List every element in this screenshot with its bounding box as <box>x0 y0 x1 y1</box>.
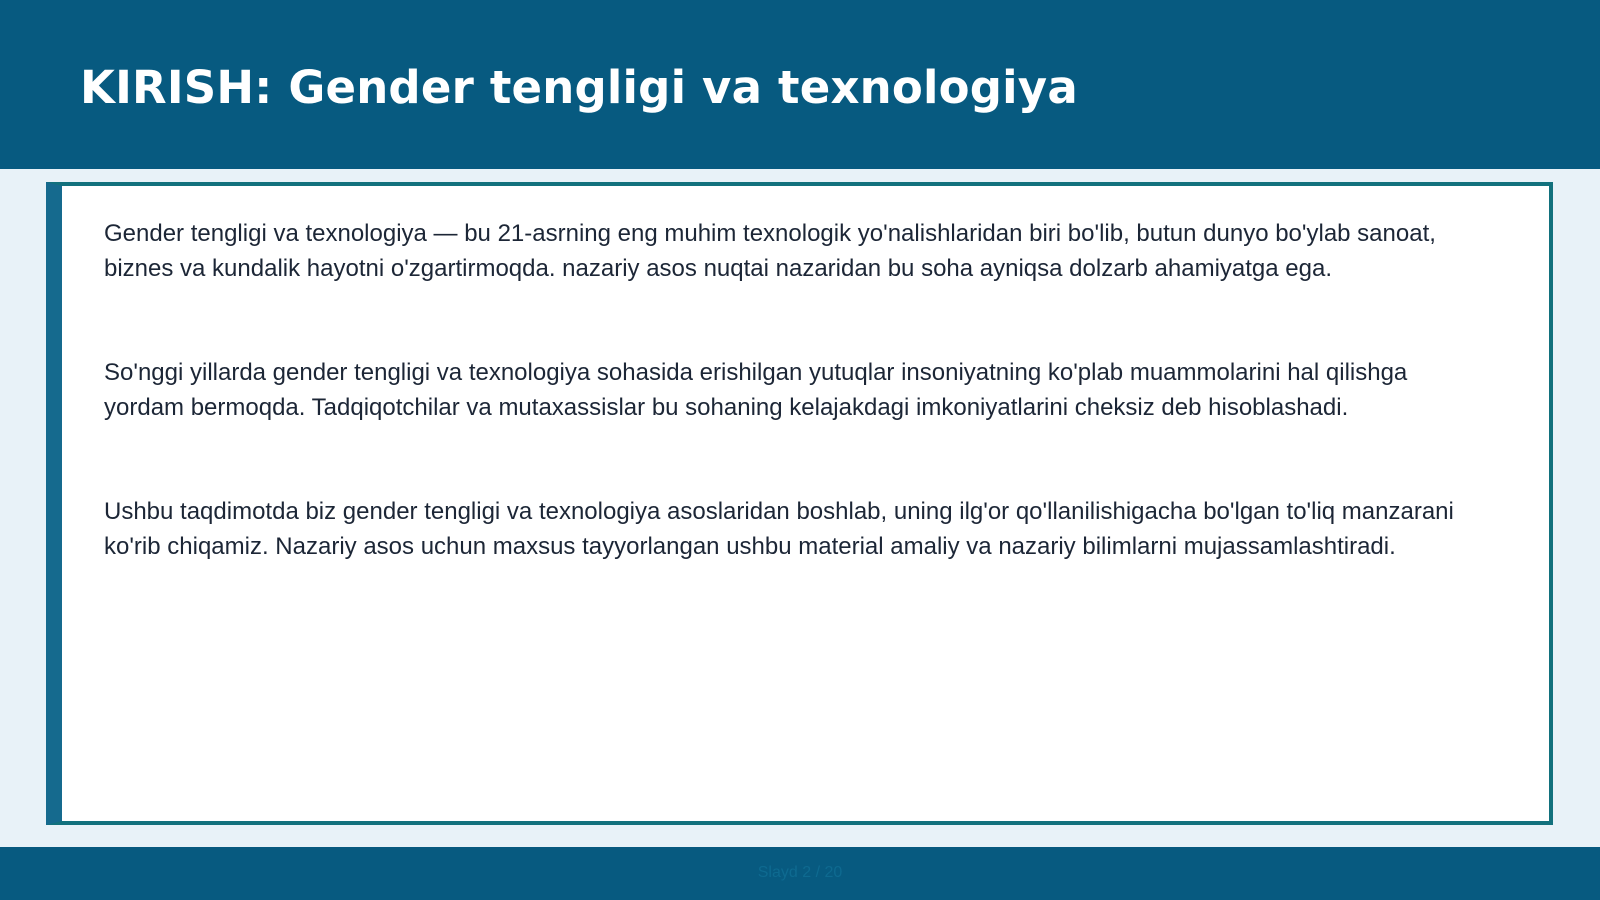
slide-number: Slayd 2 / 20 <box>757 864 843 881</box>
title-bar <box>0 0 1600 169</box>
intro-paragraph: Gender tengligi va texnologiya — bu 21-asrning eng muhim texnologik yo'nalishlaridan biri bo'lib, butun dunyo bo'ylab sanoat, biznes va kundalik hayotni o'zgartirmoqda. nazariy asos nuqtai nazaridan bu soha ayniqsa dolzarb ahamiyatga ega. <box>104 220 1436 282</box>
overview-paragraph: Ushbu taqdimotda biz gender tengligi va texnologiya asoslaridan boshlab, uning ilg'or qo'llanilishigacha bo'lgan to'liq manzarani ko'rib chiqamiz. Nazariy asos uchun maxsus tayyorlangan ushbu material amaliy va nazariy bilimlarni mujassamlashtiradi. <box>104 498 1454 560</box>
content-box <box>46 182 1553 825</box>
slide-title: KIRISH: Gender tengligi va texnologiya <box>80 61 1078 114</box>
footer-bar <box>0 847 1600 900</box>
progress-paragraph: So'nggi yillarda gender tengligi va texnologiya sohasida erishilgan yutuqlar insoniyatning ko'plab muammolarini hal qilishga yordam bermoqda. Tadqiqotchilar va mutaxassislar bu sohaning kelajakdagi imkoniyatlarini cheksiz deb hisoblashadi. <box>104 359 1408 421</box>
